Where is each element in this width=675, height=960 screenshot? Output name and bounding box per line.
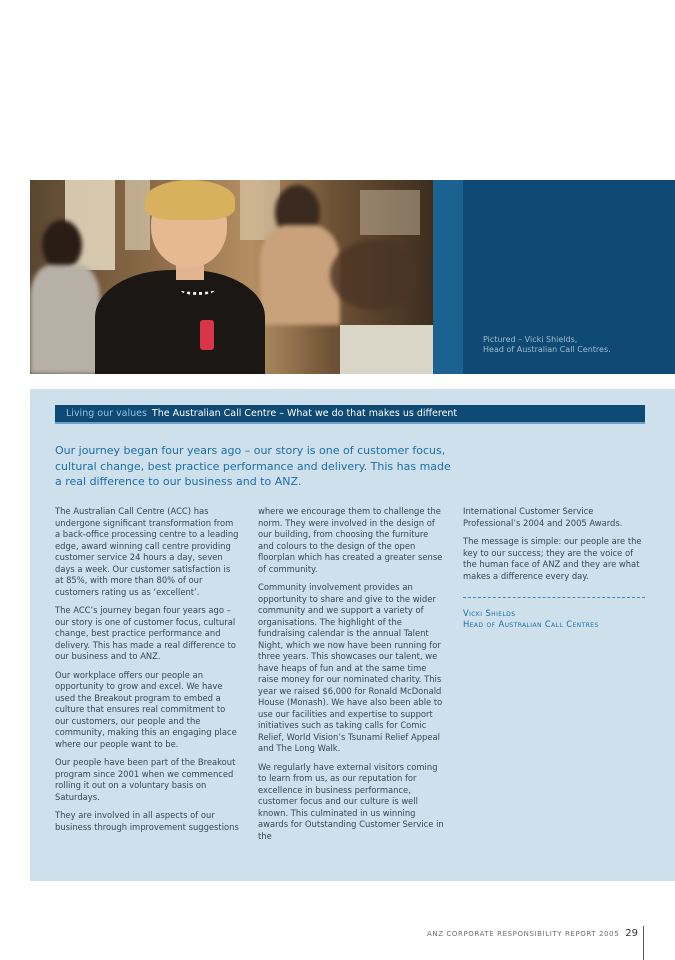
- signature-name: Vicki Shields: [463, 608, 516, 618]
- footer-rule: [643, 926, 644, 960]
- text-column-2: [258, 506, 444, 849]
- paragraph: where we encourage them to challenge the norm. They were involved in the design of our building, from choosing the furniture and colours to the design of the open floorplan which has created a greater sense of community.: [258, 506, 443, 574]
- photo-caption: Pictured – Vicki Shields, Head of Australian Call Centres.: [483, 335, 611, 354]
- paragraph: Our workplace offers our people an opportunity to grow and excel. We have used the Breakout program to embed a culture that ensures real commitment to our customers, our people and the community, making this an engaging place where our people want to be.: [55, 669, 237, 749]
- text-column-3: [463, 506, 645, 630]
- paragraph: International Customer Service Professional’s 2004 and 2005 Awards.: [463, 506, 623, 528]
- paragraph: They are involved in all aspects of our business through improvement suggestions: [55, 810, 239, 832]
- page-footer: [427, 928, 638, 939]
- paragraph: We regularly have external visitors coming to learn from us, as our reputation for excellence in business performance, customer focus and our culture is well known. This culminated in us winning awards for Outstanding Customer Service in the: [258, 761, 444, 841]
- section-title: The Australian Call Centre – What we do that makes us different: [151, 408, 458, 419]
- dashed-divider: [463, 597, 645, 598]
- page-number: 29: [625, 928, 638, 939]
- blue-caption-panel: [433, 180, 675, 374]
- report-title: ANZ CORPORATE RESPONSIBILITY REPORT 2005: [426, 930, 620, 938]
- section-header-bar: [55, 405, 645, 424]
- paragraph: The message is simple: our people are the key to our success; they are the voice of the human face of ANZ and they are what makes a difference every day.: [463, 536, 642, 581]
- paragraph: The ACC’s journey began four years ago – our story is one of customer focus, cultural change, best practice performance and delivery. This has made a real difference to our business and to ANZ.: [55, 605, 236, 661]
- portrait-photo: [30, 180, 433, 374]
- section-kicker: Living our values: [66, 408, 147, 419]
- lead-paragraph: Our journey began four years ago – our story is one of customer focus, cultural change, best practice performance and delivery. This has made a real difference to our business and to ANZ.: [55, 444, 451, 488]
- text-column-1: [55, 506, 240, 840]
- paragraph: Community involvement provides an opportunity to share and give to the wider community and we support a variety of organisations. The highlight of the fundraising calendar is the annual Talent Night, which we now have been running for three years. This showcases our talent, we have heaps of fun and at the same time raise money for our nominated charity. This year we raised $6,000 for Ronald McDonald House (Monash). We have also been able to use our facilities and expertise to support initiatives such as taking calls for Comic Relief, World Vision’s Tsunami Relief Appeal and The Long Walk.: [258, 582, 443, 753]
- signature-role: Head of Australian Call Centres: [463, 619, 599, 629]
- paragraph: The Australian Call Centre (ACC) has undergone significant transformation from a back-office processing centre to a leading edge, award winning call centre providing customer service 24 hours a day, seven days a week. Our customer satisfaction is at 85%, with more than 80% of our customers rating us as ‘excellent’.: [55, 506, 239, 597]
- hero-banner: [30, 180, 675, 374]
- content-panel: [30, 389, 675, 881]
- paragraph: Our people have been part of the Breakout program since 2001 when we commenced rolling it out on a voluntary basis on Saturdays.: [55, 757, 236, 802]
